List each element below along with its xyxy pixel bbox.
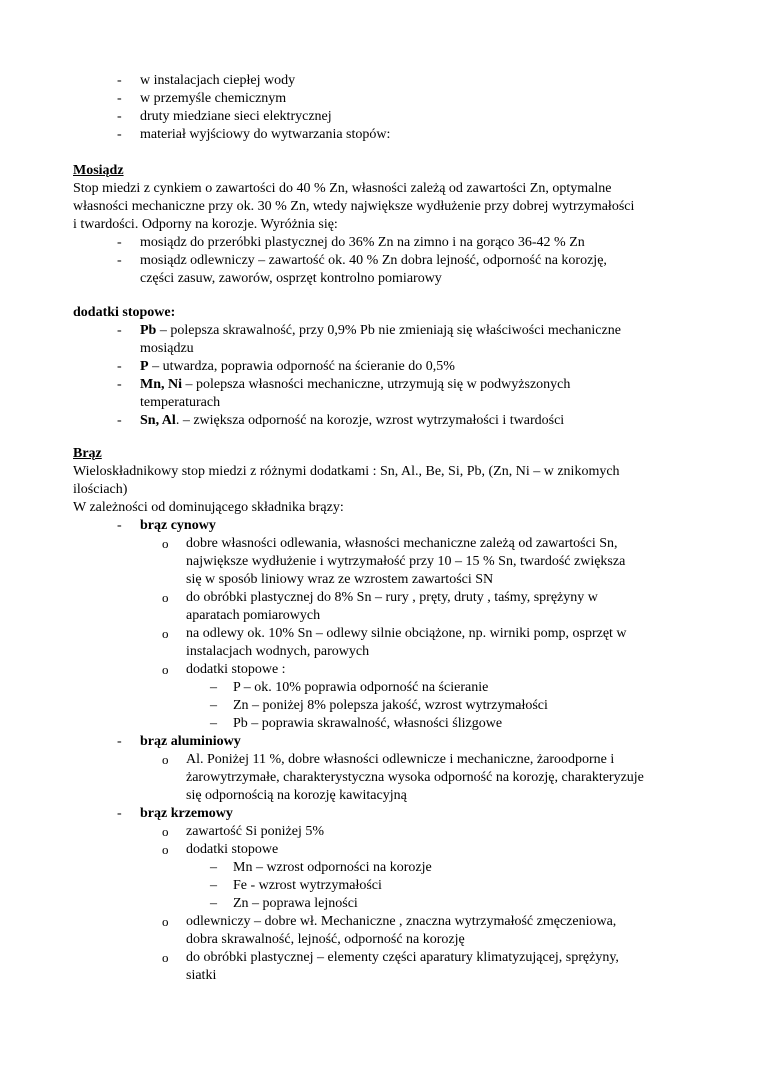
list-item: - mosiądz odlewniczy – zawartość ok. 40 % Zn dobra lejność, odporność na korozję, [117, 253, 607, 268]
list-item-cont: mosiądzu [140, 341, 194, 356]
sub-list-item-cont: dobra skrawalność, lejność, odporność na korozję [186, 932, 465, 947]
bullet-dash: - [117, 323, 122, 338]
bullet-circle: o [162, 950, 169, 965]
bullet-dash: - [117, 253, 122, 268]
bullet-dash: - [117, 806, 122, 821]
sub-list-item-cont: się odpornością na korozję kawitacyjną [186, 788, 407, 803]
bullet-circle: o [162, 842, 169, 857]
paragraph-line: Wieloskładnikowy stop miedzi z różnymi dodatkami : Sn, Al., Be, Si, Pb, (Zn, Ni – w znikomych [73, 464, 620, 479]
section-heading-braz: Brąz [73, 446, 102, 461]
sub-sub-list-item: – Fe - wzrost wytrzymałości [210, 878, 382, 893]
sub-list-item-cont: siatki [186, 968, 217, 983]
bullet-ndash: – [210, 878, 217, 893]
sub-sub-list-item: – Zn – poprawa lejności [210, 896, 358, 911]
list-item: - brąz cynowy [117, 518, 216, 533]
sub-list-item: o do obróbki plastycznej – elementy części aparatury klimatyzującej, sprężyny, [162, 950, 619, 965]
paragraph-line: W zależności od dominującego składnika brązy: [73, 500, 344, 515]
bullet-ndash: – [210, 896, 217, 911]
paragraph-line: Stop miedzi z cynkiem o zawartości do 40 % Zn, własności zależą od zawartości Zn, optymalne [73, 181, 612, 196]
bullet-dash: - [117, 359, 122, 374]
bullet-circle: o [162, 914, 169, 929]
sub-list-item: o odlewniczy – dobre wł. Mechaniczne , znaczna wytrzymałość zmęczeniowa, [162, 914, 617, 929]
sub-list-item-cont: aparatach pomiarowych [186, 608, 321, 623]
list-item: - P – utwardza, poprawia odporność na ścieranie do 0,5% [117, 359, 455, 374]
bullet-ndash: – [210, 716, 217, 731]
bullet-circle: o [162, 590, 169, 605]
list-item: - Sn, Al. – zwiększa odporność na korozje, wzrost wytrzymałości i twardości [117, 413, 565, 428]
bullet-circle: o [162, 752, 169, 767]
list-item: - w instalacjach ciepłej wody [117, 73, 296, 88]
list-item: - druty miedziane sieci elektrycznej [117, 109, 332, 124]
paragraph-line: i twardości. Odporny na korozje. Wyróżnia się: [73, 217, 338, 232]
sub-list-item-cont: się w sposób liniowy wraz ze wzrostem zawartości SN [186, 572, 494, 587]
bullet-dash: - [117, 109, 122, 124]
sub-list-item: o do obróbki plastycznej do 8% Sn – rury , pręty, druty , taśmy, sprężyny w [162, 590, 598, 605]
sub-list-item: o dobre własności odlewania, własności mechaniczne zależą od zawartości Sn, [162, 536, 618, 551]
bullet-circle: o [162, 824, 169, 839]
sub-list-item-cont: instalacjach wodnych, parowych [186, 644, 370, 659]
list-item: - Pb – polepsza skrawalność, przy 0,9% Pb nie zmieniają się właściwości mechaniczne [117, 323, 621, 338]
bullet-dash: - [117, 127, 122, 142]
sub-list-item-cont: żarowytrzymałe, charakterystyczna wysoka odporność na korozję, charakteryzuje [186, 770, 644, 785]
sub-list-item: o Al. Poniżej 11 %, dobre własności odlewnicze i mechaniczne, żaroodporne i [162, 752, 615, 767]
bullet-dash: - [117, 91, 122, 106]
sub-list-item-cont: największe wydłużenie i wytrzymałość przy 10 – 15 % Sn, twardość zwiększa [186, 554, 626, 569]
sub-sub-list-item: – Zn – poniżej 8% polepsza jakość, wzrost wytrzymałości [210, 698, 548, 713]
list-item-cont: części zasuw, zaworów, osprzęt kontrolno pomiarowy [140, 271, 442, 286]
sub-list-item: o dodatki stopowe [162, 842, 279, 857]
bullet-dash: - [117, 518, 122, 533]
bullet-dash: - [117, 73, 122, 88]
bullet-dash: - [117, 734, 122, 749]
bullet-ndash: – [210, 698, 217, 713]
sub-list-item: o zawartość Si poniżej 5% [162, 824, 325, 839]
list-item: - materiał wyjściowy do wytwarzania stopów: [117, 127, 391, 142]
bullet-dash: - [117, 377, 122, 392]
list-item: - w przemyśle chemicznym [117, 91, 287, 106]
sub-list-item: o dodatki stopowe : [162, 662, 286, 677]
bullet-ndash: – [210, 680, 217, 695]
section-heading-mosiadz: Mosiądz [73, 163, 124, 178]
sub-list-item: o na odlewy ok. 10% Sn – odlewy silnie obciążone, np. wirniki pomp, osprzęt w [162, 626, 627, 641]
bullet-circle: o [162, 662, 169, 677]
list-item: - mosiądz do przeróbki plastycznej do 36% Zn na zimno i na gorąco 36-42 % Zn [117, 235, 585, 250]
section-heading-dodatki: dodatki stopowe: [73, 305, 176, 320]
list-item: - brąz krzemowy [117, 806, 233, 821]
sub-sub-list-item: – Mn – wzrost odporności na korozje [210, 860, 432, 875]
sub-sub-list-item: – Pb – poprawia skrawalność, własności ślizgowe [210, 716, 503, 731]
list-item-cont: temperaturach [140, 395, 221, 410]
bullet-dash: - [117, 413, 122, 428]
bullet-circle: o [162, 626, 169, 641]
sub-sub-list-item: – P – ok. 10% poprawia odporność na ścieranie [210, 680, 489, 695]
list-item: - Mn, Ni – polepsza własności mechaniczne, utrzymują się w podwyższonych [117, 377, 571, 392]
paragraph-line: własności mechaniczne przy ok. 30 % Zn, wtedy największe wydłużenie przy dobrej wytrzymałości [73, 199, 635, 214]
bullet-dash: - [117, 235, 122, 250]
paragraph-line: ilościach) [73, 482, 128, 497]
bullet-ndash: – [210, 860, 217, 875]
bullet-circle: o [162, 536, 169, 551]
list-item: - brąz aluminiowy [117, 734, 241, 749]
